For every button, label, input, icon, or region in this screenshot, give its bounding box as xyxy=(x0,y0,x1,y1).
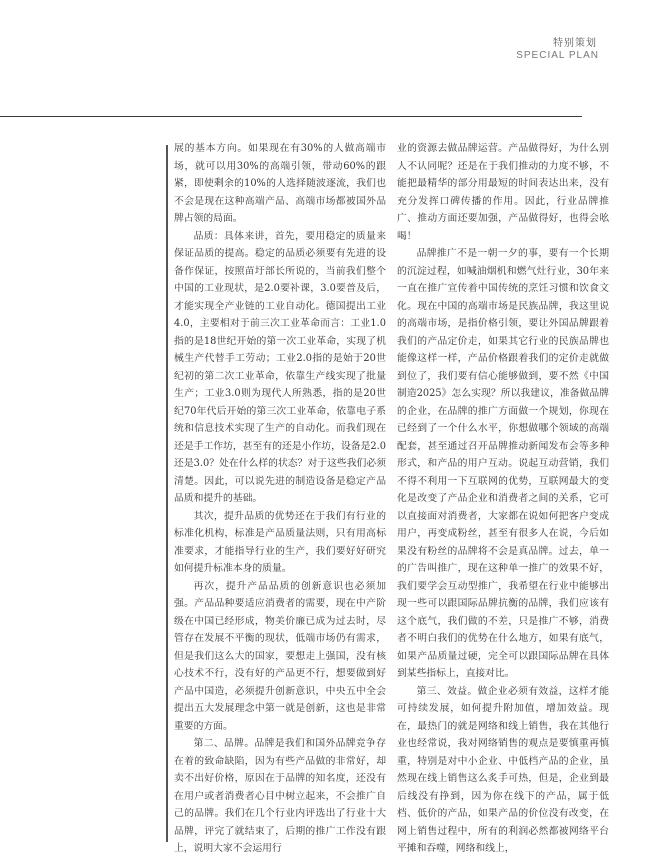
paragraph: 展的基本方向。如果现在有30%的人做高端市场，就可以用30%的高端引领，带动60%的跟紧，即使剩余的10%的人选择随波逐流，我们也不会是现在这种高端产品、高端市场都被国外品牌占领的局面。 xyxy=(174,143,386,224)
header-rule xyxy=(0,116,582,117)
paragraph: 第三、效益。做企业必须有效益，这样才能可持续发展，如何提升附加值，增加效益。现在，最热门的就是网络和线上销售，我在其他行业也经常说，我对网络销售的观点是要慎重再慎重，特别是对中小企业、中低档产品的企业，虽然现在线上销售这么炙手可热，但是，企业到最后线没有挣到，因为你在线下的产品，属于低档、低价的产品，如果产品的价位没有改变，在网上销售过程中，所有的利润必然都被网络平台平摊和吞噬，网络和线上， xyxy=(397,685,609,854)
paragraph: 业的资源去做品牌运营。产品做得好，为什么别人不认同呢？还是在于我们推动的力度不够，不能把最精华的部分用最短的时间表达出来，没有充分发挥口碑传播的作用。因此，行业品牌推广、推动方面还要加强，产品做得好，也得会吆喝！ xyxy=(397,143,609,242)
section-subtitle: SPECIAL PLAN xyxy=(516,50,599,61)
section-title: 特别策划 xyxy=(553,38,597,49)
paragraph: 再次，提升产品品质的创新意识也必须加强。产品品种要适应消费者的需要，现在中产阶级在中国已经形成，物美价廉已成为过去时，尽管存在发展不平衡的现状，低端市场仍有需求，但是我们这么大的国家，要想走上强国，没有核心技术不行，没有好的产品更不行，想要做到好产品中国造，必须提升创新意识，中央五中全会提出五大发展理念中第一就是创新，这也是非常重要的方面。 xyxy=(174,580,386,732)
paragraph: 第二、品牌。品牌是我们和国外品牌竞争存在着的致命缺陷，因为有些产品做的非常好，却卖不出好价格，原因在于品牌的知名度，还没有在用户或者消费者心目中树立起来，不会推广自己的品牌。我们在几个行业内评选出了行业十大品牌，评完了就结束了，后期的推广工作没有跟上，说明大家不会运用行 xyxy=(174,738,386,854)
right-column xyxy=(397,140,609,854)
left-column xyxy=(174,140,386,854)
column-divider xyxy=(166,145,168,842)
paragraph: 其次，提升品质的优势还在于我们有行业的标准化机构，标准是产品质量法则，只有用高标准要求，才能指导行业的生产，我们要好好研究如何提升标准本身的质量。 xyxy=(174,510,386,574)
paragraph: 品牌推广不是一朝一夕的事，要有一个长期的沉淀过程，如喊油烟机和燃气灶行业，30年来一直在推广宣传着中国传统的烹饪习惯和饮食文化。现在中国的高端市场是民族品牌，我这里说的高端市场，是指价格引领，要让外国品牌跟着我们的产品定价走，如果其它行业的民族品牌也能像这样一样，产品价格跟着我们的定价走就做到位了，我们要有信心能够做到，要不然《中国制造2025》怎么实现？所以我建议，准备做品牌的企业，在品牌的推广方面做一个规划，你现在已经到了一个什么水平，你想做哪个领域的高端配套，甚至通过召开品牌推动新闻发布会等多种形式，和产品的用户互动。说起互动营销，我们不得不利用一下互联网的优势，互联网最大的变化是改变了产品企业和消费者之间的关系，它可以直接面对消费者，大家都在说如何把客户变成用户，再变成粉丝，甚至有很多人在说，今后如果没有粉丝的品牌将不会是真品牌。过去，单一的广告叫推广，现在这种单一推广的效果不好，我们要学会互动型推广，我希望在行业中能够出现一些可以跟国际品牌抗衡的品牌，我们应该有这个底气，我们做的不差，只是推广不够，消费者不明白我们的优势在什么地方，如果有底气，如果产品质量过硬，完全可以跟国际品牌在具体到某些指标上，直接对比。 xyxy=(397,248,609,679)
paragraph: 品质：具体来讲，首先，要用稳定的质量来保证品质的提高。稳定的品质必须要有先进的设备作保证，按照苗圩部长所说的，当前我们整个中国的工业现状，是2.0要补课，3.0要普及后，才能实现全产业链的工业自动化。德国提出工业4.0，主要相对于前三次工业革命而言：工业1.0指的是18世纪开始的第一次工业革命，实现了机械生产代替手工劳动；工业2.0指的是始于20世纪初的第二次工业革命，依靠生产线实现了批量生产；工业3.0则为现代人所熟悉，指的是20世纪70年代后开始的第三次工业革命，依靠电子系统和信息技术实现了生产的自动化。而我们现在还是手工作坊，甚至有的还是小作坊，设备是2.0还是3.0？处在什么样的状态？对于这些我们必须清楚。因此，可以说先进的制造设备是稳定产品品质和提升的基础。 xyxy=(174,230,386,504)
